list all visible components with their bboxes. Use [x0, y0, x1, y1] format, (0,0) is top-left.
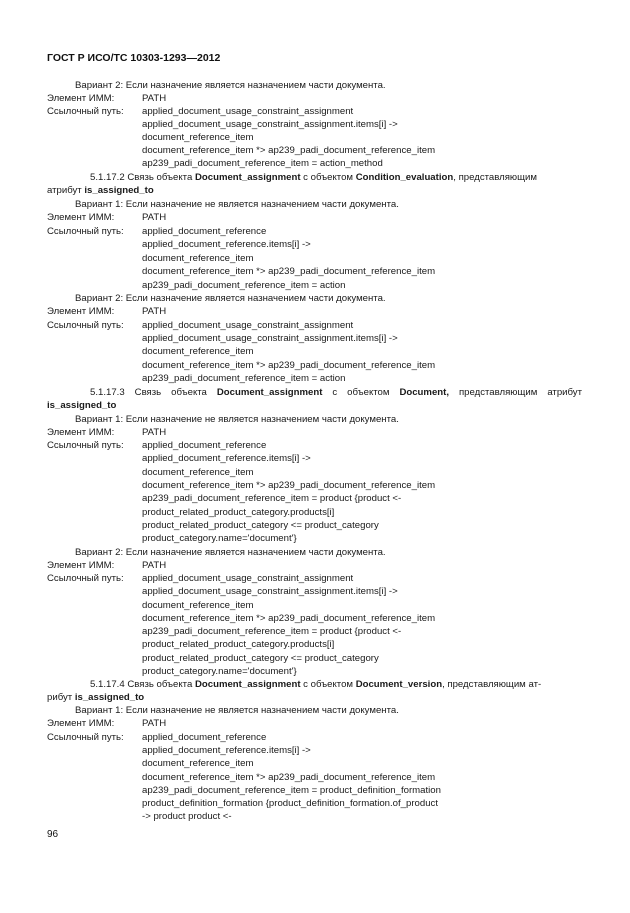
reference-path-label: Ссылочный путь:: [47, 573, 124, 584]
aim-element-label: Элемент ИММ:: [47, 306, 115, 317]
heading-text: с: [332, 387, 338, 398]
aim-element-value: PATH: [142, 212, 167, 223]
aim-element-label: Элемент ИММ:: [47, 427, 115, 438]
path-line: ap239_padi_document_reference_item = product {product <-: [142, 493, 402, 504]
reference-path-label: Ссылочный путь:: [47, 440, 124, 451]
aim-element-label: Элемент ИММ:: [47, 560, 115, 571]
entity-name: Condition_evaluation: [355, 172, 454, 183]
path-line: ap239_padi_document_reference_item = action_method: [142, 158, 383, 169]
heading-text: Связь: [134, 387, 162, 398]
aim-element-value: PATH: [142, 93, 167, 104]
path-line: document_reference_item *> ap239_padi_document_reference_item: [142, 266, 436, 277]
variant-text: Вариант 2: Если назначение является назначением части документа.: [75, 293, 386, 304]
path-line: product_definition_formation {product_definition_formation.of_product: [142, 798, 439, 809]
path-line: document_reference_item *> ap239_padi_document_reference_item: [142, 480, 436, 491]
heading-text: рибут: [47, 692, 75, 703]
reference-path-label: Ссылочный путь:: [47, 732, 124, 743]
entity-name: Document_version: [355, 679, 443, 690]
heading-text: 5.1.17.3: [90, 387, 125, 398]
variant-text: Вариант 2: Если назначение является назначением части документа.: [75, 80, 386, 91]
path-line: applied_document_usage_constraint_assignment.items[i] ->: [142, 119, 398, 130]
path-line: document_reference_item *> ap239_padi_document_reference_item: [142, 360, 436, 371]
variant-text: Вариант 1: Если назначение не является назначением части документа.: [75, 199, 399, 210]
heading-text: атрибут: [47, 185, 85, 196]
attribute-name: is_assigned_to: [84, 185, 154, 196]
path-line: ap239_padi_document_reference_item = product {product <-: [142, 626, 402, 637]
path-line: product_category.name='document'}: [142, 533, 297, 544]
path-line: product_related_product_category <= product_category: [142, 520, 379, 531]
attribute-name: is_assigned_to: [74, 692, 145, 703]
path-line: applied_document_reference.items[i] ->: [142, 745, 311, 756]
path-line: ap239_padi_document_reference_item = action: [142, 373, 346, 384]
path-line: ap239_padi_document_reference_item = action: [142, 280, 346, 291]
heading-text: объекта: [171, 387, 207, 398]
path-line: product_related_product_category.products[i]: [142, 639, 335, 650]
aim-element-value: PATH: [142, 718, 167, 729]
heading-text: атрибут: [547, 387, 583, 398]
entity-name: Document_assignment: [194, 679, 301, 690]
path-line: applied_document_reference.items[i] ->: [142, 239, 311, 250]
path-line: -> product product <-: [142, 811, 232, 822]
variant-text: Вариант 1: Если назначение не является назначением части документа.: [75, 414, 399, 425]
heading-text: с объектом: [300, 679, 356, 690]
path-line: ap239_padi_document_reference_item = product_definition_formation: [142, 785, 441, 796]
path-line: applied_document_reference.items[i] ->: [142, 453, 311, 464]
path-line: product_related_product_category.products[i]: [142, 507, 335, 518]
aim-element-value: PATH: [142, 427, 167, 438]
path-line: product_related_product_category <= product_category: [142, 653, 379, 664]
heading-text: объектом: [347, 387, 390, 398]
path-line: document_reference_item *> ap239_padi_document_reference_item: [142, 772, 436, 783]
heading-text: , представляющим ат-: [442, 679, 542, 690]
path-line: applied_document_usage_constraint_assignment: [142, 106, 354, 117]
aim-element-label: Элемент ИММ:: [47, 718, 115, 729]
path-line: product_category.name='document'}: [142, 666, 297, 677]
path-line: applied_document_usage_constraint_assignment.items[i] ->: [142, 333, 398, 344]
attribute-name: is_assigned_to: [47, 400, 117, 411]
heading-text: , представляющим: [453, 172, 537, 183]
path-line: document_reference_item: [142, 758, 254, 769]
path-line: document_reference_item: [142, 600, 254, 611]
entity-name: Document_assignment: [194, 172, 301, 183]
reference-path-label: Ссылочный путь:: [47, 320, 124, 331]
reference-path-label: Ссылочный путь:: [47, 106, 124, 117]
path-line: document_reference_item *> ap239_padi_document_reference_item: [142, 613, 436, 624]
path-line: document_reference_item: [142, 132, 254, 143]
path-line: applied_document_usage_constraint_assignment: [142, 573, 354, 584]
heading-text: 5.1.17.4 Связь объекта: [90, 679, 195, 690]
page-number: 96: [47, 829, 59, 840]
aim-element-label: Элемент ИММ:: [47, 93, 115, 104]
variant-text: Вариант 1: Если назначение не является назначением части документа.: [75, 705, 399, 716]
path-line: document_reference_item: [142, 467, 254, 478]
path-line: document_reference_item: [142, 346, 254, 357]
aim-element-label: Элемент ИММ:: [47, 212, 115, 223]
path-line: document_reference_item *> ap239_padi_document_reference_item: [142, 145, 436, 156]
heading-text: с объектом: [300, 172, 356, 183]
path-line: applied_document_reference: [142, 440, 267, 451]
path-line: applied_document_usage_constraint_assignment.items[i] ->: [142, 586, 398, 597]
heading-text: представляющим: [458, 387, 538, 398]
entity-name: Document_assignment: [216, 387, 323, 398]
variant-text: Вариант 2: Если назначение является назначением части документа.: [75, 547, 386, 558]
entity-name: Document,: [399, 387, 450, 398]
path-line: applied_document_reference: [142, 732, 267, 743]
aim-element-value: PATH: [142, 560, 167, 571]
path-line: applied_document_usage_constraint_assignment: [142, 320, 354, 331]
aim-element-value: PATH: [142, 306, 167, 317]
document-header: ГОСТ Р ИСО/ТС 10303-1293—2012: [47, 52, 221, 64]
heading-text: 5.1.17.2 Связь объекта: [90, 172, 195, 183]
path-line: document_reference_item: [142, 253, 254, 264]
path-line: applied_document_reference: [142, 226, 267, 237]
reference-path-label: Ссылочный путь:: [47, 226, 124, 237]
